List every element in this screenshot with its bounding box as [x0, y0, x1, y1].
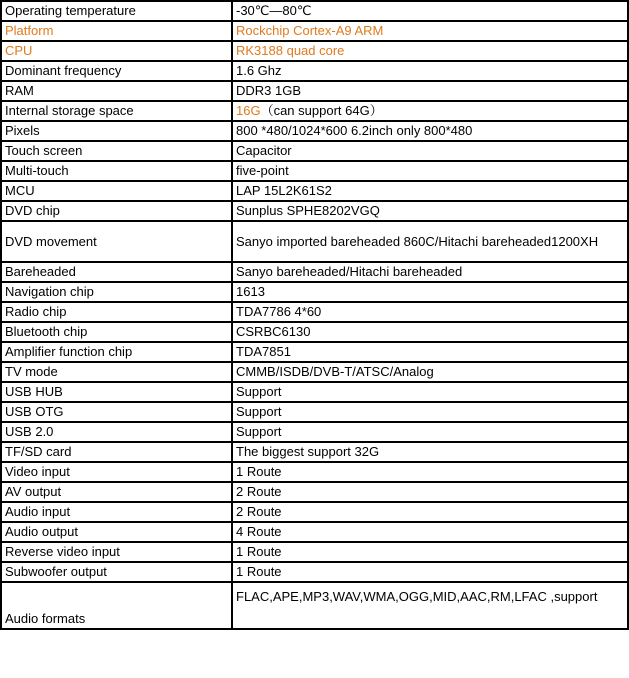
table-row: [1, 462, 628, 482]
spec-label: Audio output: [1, 522, 232, 542]
spec-value: 1613: [232, 282, 628, 302]
table-row: [1, 542, 628, 562]
table-row: [1, 81, 628, 101]
spec-label: Operating temperature: [1, 1, 232, 21]
spec-value: FLAC,APE,MP3,WAV,WMA,OGG,MID,AAC,RM,LFAC ,support: [232, 582, 628, 629]
spec-label: Internal storage space: [1, 101, 232, 121]
table-row: [1, 302, 628, 322]
spec-value: 2 Route: [232, 482, 628, 502]
spec-value-rest: （can support 64G）: [260, 103, 383, 118]
spec-label: Reverse video input: [1, 542, 232, 562]
table-row: [1, 342, 628, 362]
spec-label: Audio formats: [1, 582, 232, 629]
spec-value: DDR3 1GB: [232, 81, 628, 101]
spec-label: MCU: [1, 181, 232, 201]
spec-value: Sanyo imported bareheaded 860C/Hitachi bareheaded1200XH: [232, 221, 628, 262]
table-row: [1, 101, 628, 121]
spec-value: Support: [232, 422, 628, 442]
table-row: [1, 181, 628, 201]
table-row: [1, 382, 628, 402]
spec-value: Support: [232, 382, 628, 402]
spec-value: Sunplus SPHE8202VGQ: [232, 201, 628, 221]
spec-value: 2 Route: [232, 502, 628, 522]
spec-value: 800 *480/1024*600 6.2inch only 800*480: [232, 121, 628, 141]
spec-value: 1 Route: [232, 562, 628, 582]
spec-value: Sanyo bareheaded/Hitachi bareheaded: [232, 262, 628, 282]
spec-label: Amplifier function chip: [1, 342, 232, 362]
spec-value: CSRBC6130: [232, 322, 628, 342]
spec-value-highlight: 16G: [236, 103, 261, 118]
table-row: [1, 362, 628, 382]
table-row: [1, 322, 628, 342]
spec-label: Radio chip: [1, 302, 232, 322]
spec-label: USB HUB: [1, 382, 232, 402]
spec-value: RK3188 quad core: [232, 41, 628, 61]
spec-label: TF/SD card: [1, 442, 232, 462]
spec-label: Multi-touch: [1, 161, 232, 181]
table-row: [1, 61, 628, 81]
table-row: [1, 482, 628, 502]
spec-label: Touch screen: [1, 141, 232, 161]
spec-label: Dominant frequency: [1, 61, 232, 81]
table-row: [1, 282, 628, 302]
spec-label: Navigation chip: [1, 282, 232, 302]
table-row: [1, 141, 628, 161]
table-row: [1, 422, 628, 442]
spec-label: Video input: [1, 462, 232, 482]
spec-label: USB 2.0: [1, 422, 232, 442]
table-row: [1, 201, 628, 221]
spec-value: [232, 101, 628, 121]
table-row: [1, 121, 628, 141]
spec-value: 1 Route: [232, 542, 628, 562]
table-row: [1, 21, 628, 41]
spec-label: USB OTG: [1, 402, 232, 422]
table-row: [1, 502, 628, 522]
spec-label: Subwoofer output: [1, 562, 232, 582]
spec-value: Rockchip Cortex-A9 ARM: [232, 21, 628, 41]
spec-value: 1.6 Ghz: [232, 61, 628, 81]
spec-label: DVD chip: [1, 201, 232, 221]
spec-value: TDA7786 4*60: [232, 302, 628, 322]
spec-label: CPU: [1, 41, 232, 61]
spec-value: five-point: [232, 161, 628, 181]
table-row: [1, 402, 628, 422]
spec-value: Capacitor: [232, 141, 628, 161]
spec-value: -30℃—80℃: [232, 1, 628, 21]
table-row: [1, 582, 628, 629]
spec-value: TDA7851: [232, 342, 628, 362]
table-row: [1, 41, 628, 61]
spec-label: RAM: [1, 81, 232, 101]
spec-value: CMMB/ISDB/DVB-T/ATSC/Analog: [232, 362, 628, 382]
spec-value: 4 Route: [232, 522, 628, 542]
spec-label: DVD movement: [1, 221, 232, 262]
table-row: [1, 442, 628, 462]
spec-label: TV mode: [1, 362, 232, 382]
spec-value: LAP 15L2K61S2: [232, 181, 628, 201]
table-row: [1, 522, 628, 542]
spec-label: AV output: [1, 482, 232, 502]
spec-label: Bareheaded: [1, 262, 232, 282]
table-row: [1, 161, 628, 181]
spec-label: Bluetooth chip: [1, 322, 232, 342]
spec-value: 1 Route: [232, 462, 628, 482]
spec-value: The biggest support 32G: [232, 442, 628, 462]
table-row: [1, 262, 628, 282]
spec-label: Platform: [1, 21, 232, 41]
table-row: [1, 1, 628, 21]
table-row: [1, 221, 628, 262]
spec-label: Pixels: [1, 121, 232, 141]
spec-value: Support: [232, 402, 628, 422]
spec-label: Audio input: [1, 502, 232, 522]
table-row: [1, 562, 628, 582]
